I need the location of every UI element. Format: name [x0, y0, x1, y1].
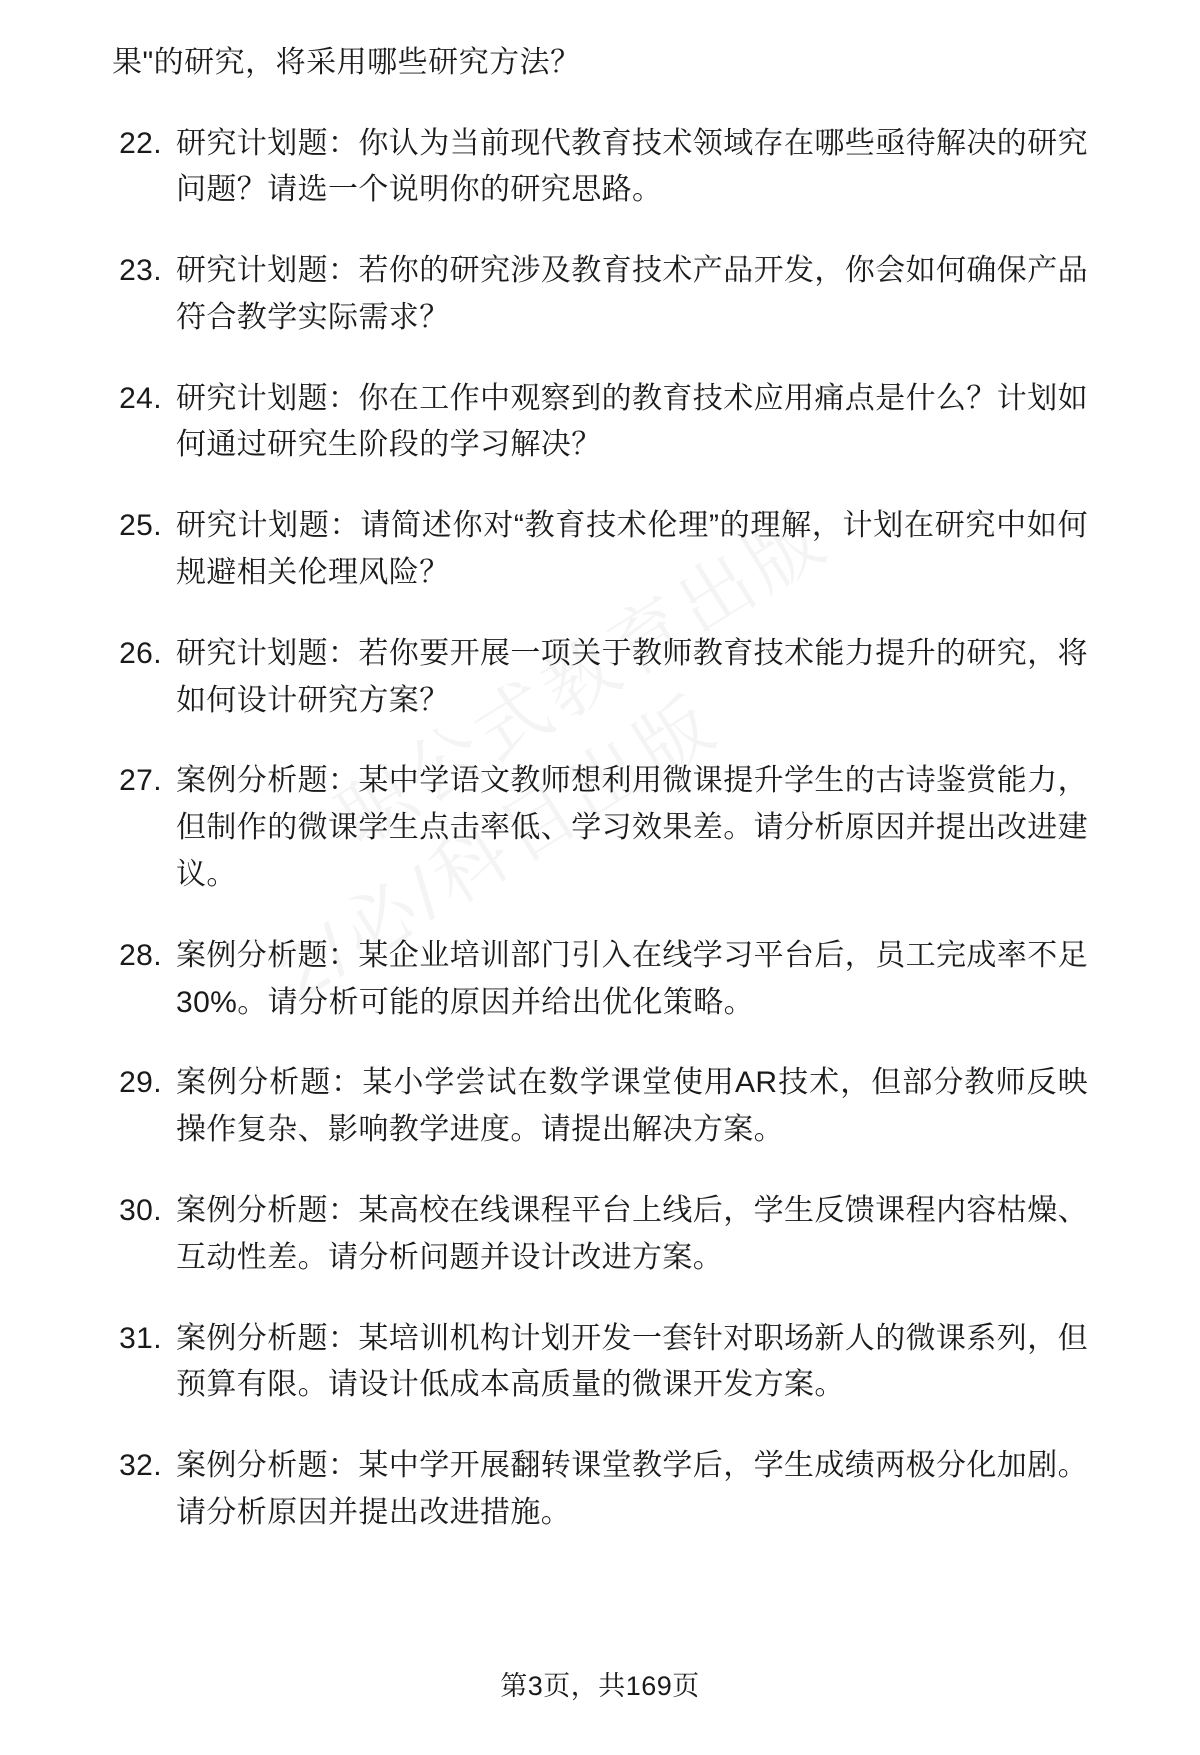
question-number: 23.: [119, 254, 162, 288]
question-item: [112, 758, 1088, 898]
question-item: [112, 1060, 1088, 1154]
question-item: [112, 248, 1088, 342]
question-number: 28.: [119, 938, 162, 972]
question-text: 研究计划题：若你的研究涉及教育技术产品开发，你会如何确保产品符合教学实际需求？: [176, 254, 1088, 334]
question-text: 研究计划题：若你要开展一项关于教师教育技术能力提升的研究，将如何设计研究方案？: [176, 636, 1088, 717]
question-number: 31.: [119, 1321, 162, 1355]
question-text: 研究计划题：你认为当前现代教育技术领域存在哪些亟待解决的研究问题？请选一个说明你的研究思路。: [176, 126, 1088, 207]
question-number: 27.: [119, 764, 162, 798]
question-item: [112, 631, 1088, 725]
question-text: 案例分析题：某中学开展翻转课堂教学后，学生成绩两极分化加剧。请分析原因并提出改进措施。: [176, 1449, 1088, 1530]
question-number: 25.: [119, 509, 162, 543]
question-item: [112, 121, 1088, 215]
question-number: 22.: [119, 126, 162, 160]
question-item: [112, 376, 1088, 470]
page-footer: 第3页，共169页: [500, 1671, 700, 1701]
question-number: 26.: [119, 636, 162, 670]
question-item: [112, 503, 1088, 597]
question-text: 案例分析题：某高校在线课程平台上线后，学生反馈课程内容枯燥、互动性差。请分析问题并设计改进方案。: [176, 1194, 1088, 1274]
question-item: [112, 1443, 1088, 1537]
question-text: 研究计划题：请简述你对“教育技术伦理”的理解，计划在研究中如何规避相关伦理风险？: [176, 509, 1088, 590]
question-text: 研究计划题：你在工作中观察到的教育技术应用痛点是什么？计划如何通过研究生阶段的学习解决？: [176, 381, 1088, 462]
continued-text: 果"的研究，将采用哪些研究方法？: [112, 46, 581, 79]
question-number: 24.: [119, 381, 162, 415]
question-text: 案例分析题：某中学语文教师想利用微课提升学生的古诗鉴赏能力，但制作的微课学生点击率低、学习效果差。请分析原因并提出改进建议。: [176, 764, 1088, 892]
page-content: [112, 40, 1088, 1537]
question-number: 32.: [119, 1449, 162, 1483]
question-item: [112, 1316, 1088, 1410]
question-number: 29.: [119, 1066, 162, 1100]
question-number: 30.: [119, 1194, 162, 1228]
question-text: 案例分析题：某培训机构计划开发一套针对职场新人的微课系列，但预算有限。请设计低成本高质量的微课开发方案。: [176, 1321, 1088, 1402]
question-text: 案例分析题：某小学尝试在数学课堂使用AR技术，但部分教师反映操作复杂、影响教学进度。请提出解决方案。: [176, 1066, 1088, 1147]
question-item: [112, 933, 1088, 1027]
question-item: [112, 1188, 1088, 1282]
question-text: 案例分析题：某企业培训部门引入在线学习平台后，员工完成率不足30%。请分析可能的原因并给出优化策略。: [176, 938, 1088, 1019]
